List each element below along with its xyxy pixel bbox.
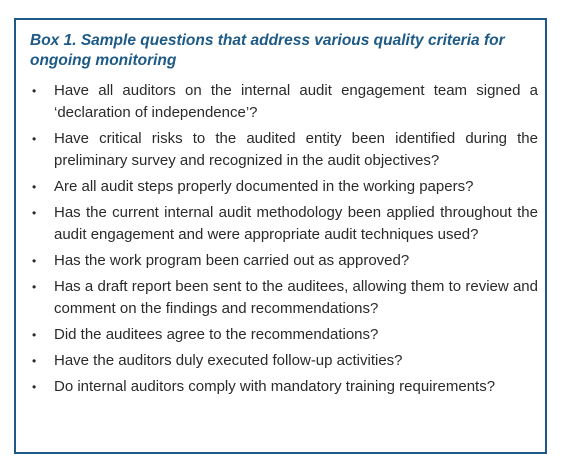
bullet-icon: • [32,206,37,220]
list-item [30,202,538,246]
list-item [30,176,538,198]
bullet-icon: • [32,328,37,342]
sample-questions-box [14,18,547,454]
question-list [30,80,538,402]
bullet-icon: • [32,354,37,368]
bullet-icon: • [32,280,37,294]
question-text: Do internal auditors comply with mandatory training requirements? [54,378,496,395]
bullet-icon: • [32,132,37,146]
list-item [30,250,538,272]
question-text: Are all audit steps properly documented in the working papers? [54,178,474,195]
bullet-icon: • [32,380,37,394]
list-item [30,324,538,346]
question-text: Have the auditors duly executed follow-up activities? [54,352,403,369]
question-text: Has the current internal audit methodology been applied throughout the audit engagement and were appropriate audit techniques used? [54,204,538,243]
list-item [30,376,538,398]
list-item [30,128,538,172]
question-text: Has a draft report been sent to the auditees, allowing them to review and comment on the findings and recommendations? [54,278,538,317]
bullet-icon: • [32,254,37,268]
list-item [30,350,538,372]
list-item [30,276,538,320]
bullet-icon: • [32,84,37,98]
list-item [30,80,538,124]
question-text: Have all auditors on the internal audit engagement team signed a ‘declaration of independence’? [54,82,538,121]
bullet-icon: • [32,180,37,194]
question-text: Has the work program been carried out as approved? [54,252,410,269]
box-title: Box 1. Sample questions that address various quality criteria for ongoing monitoring [30,32,505,69]
question-text: Did the auditees agree to the recommendations? [54,326,379,343]
question-text: Have critical risks to the audited entity been identified during the preliminary survey and recognized in the audit objectives? [54,130,538,169]
